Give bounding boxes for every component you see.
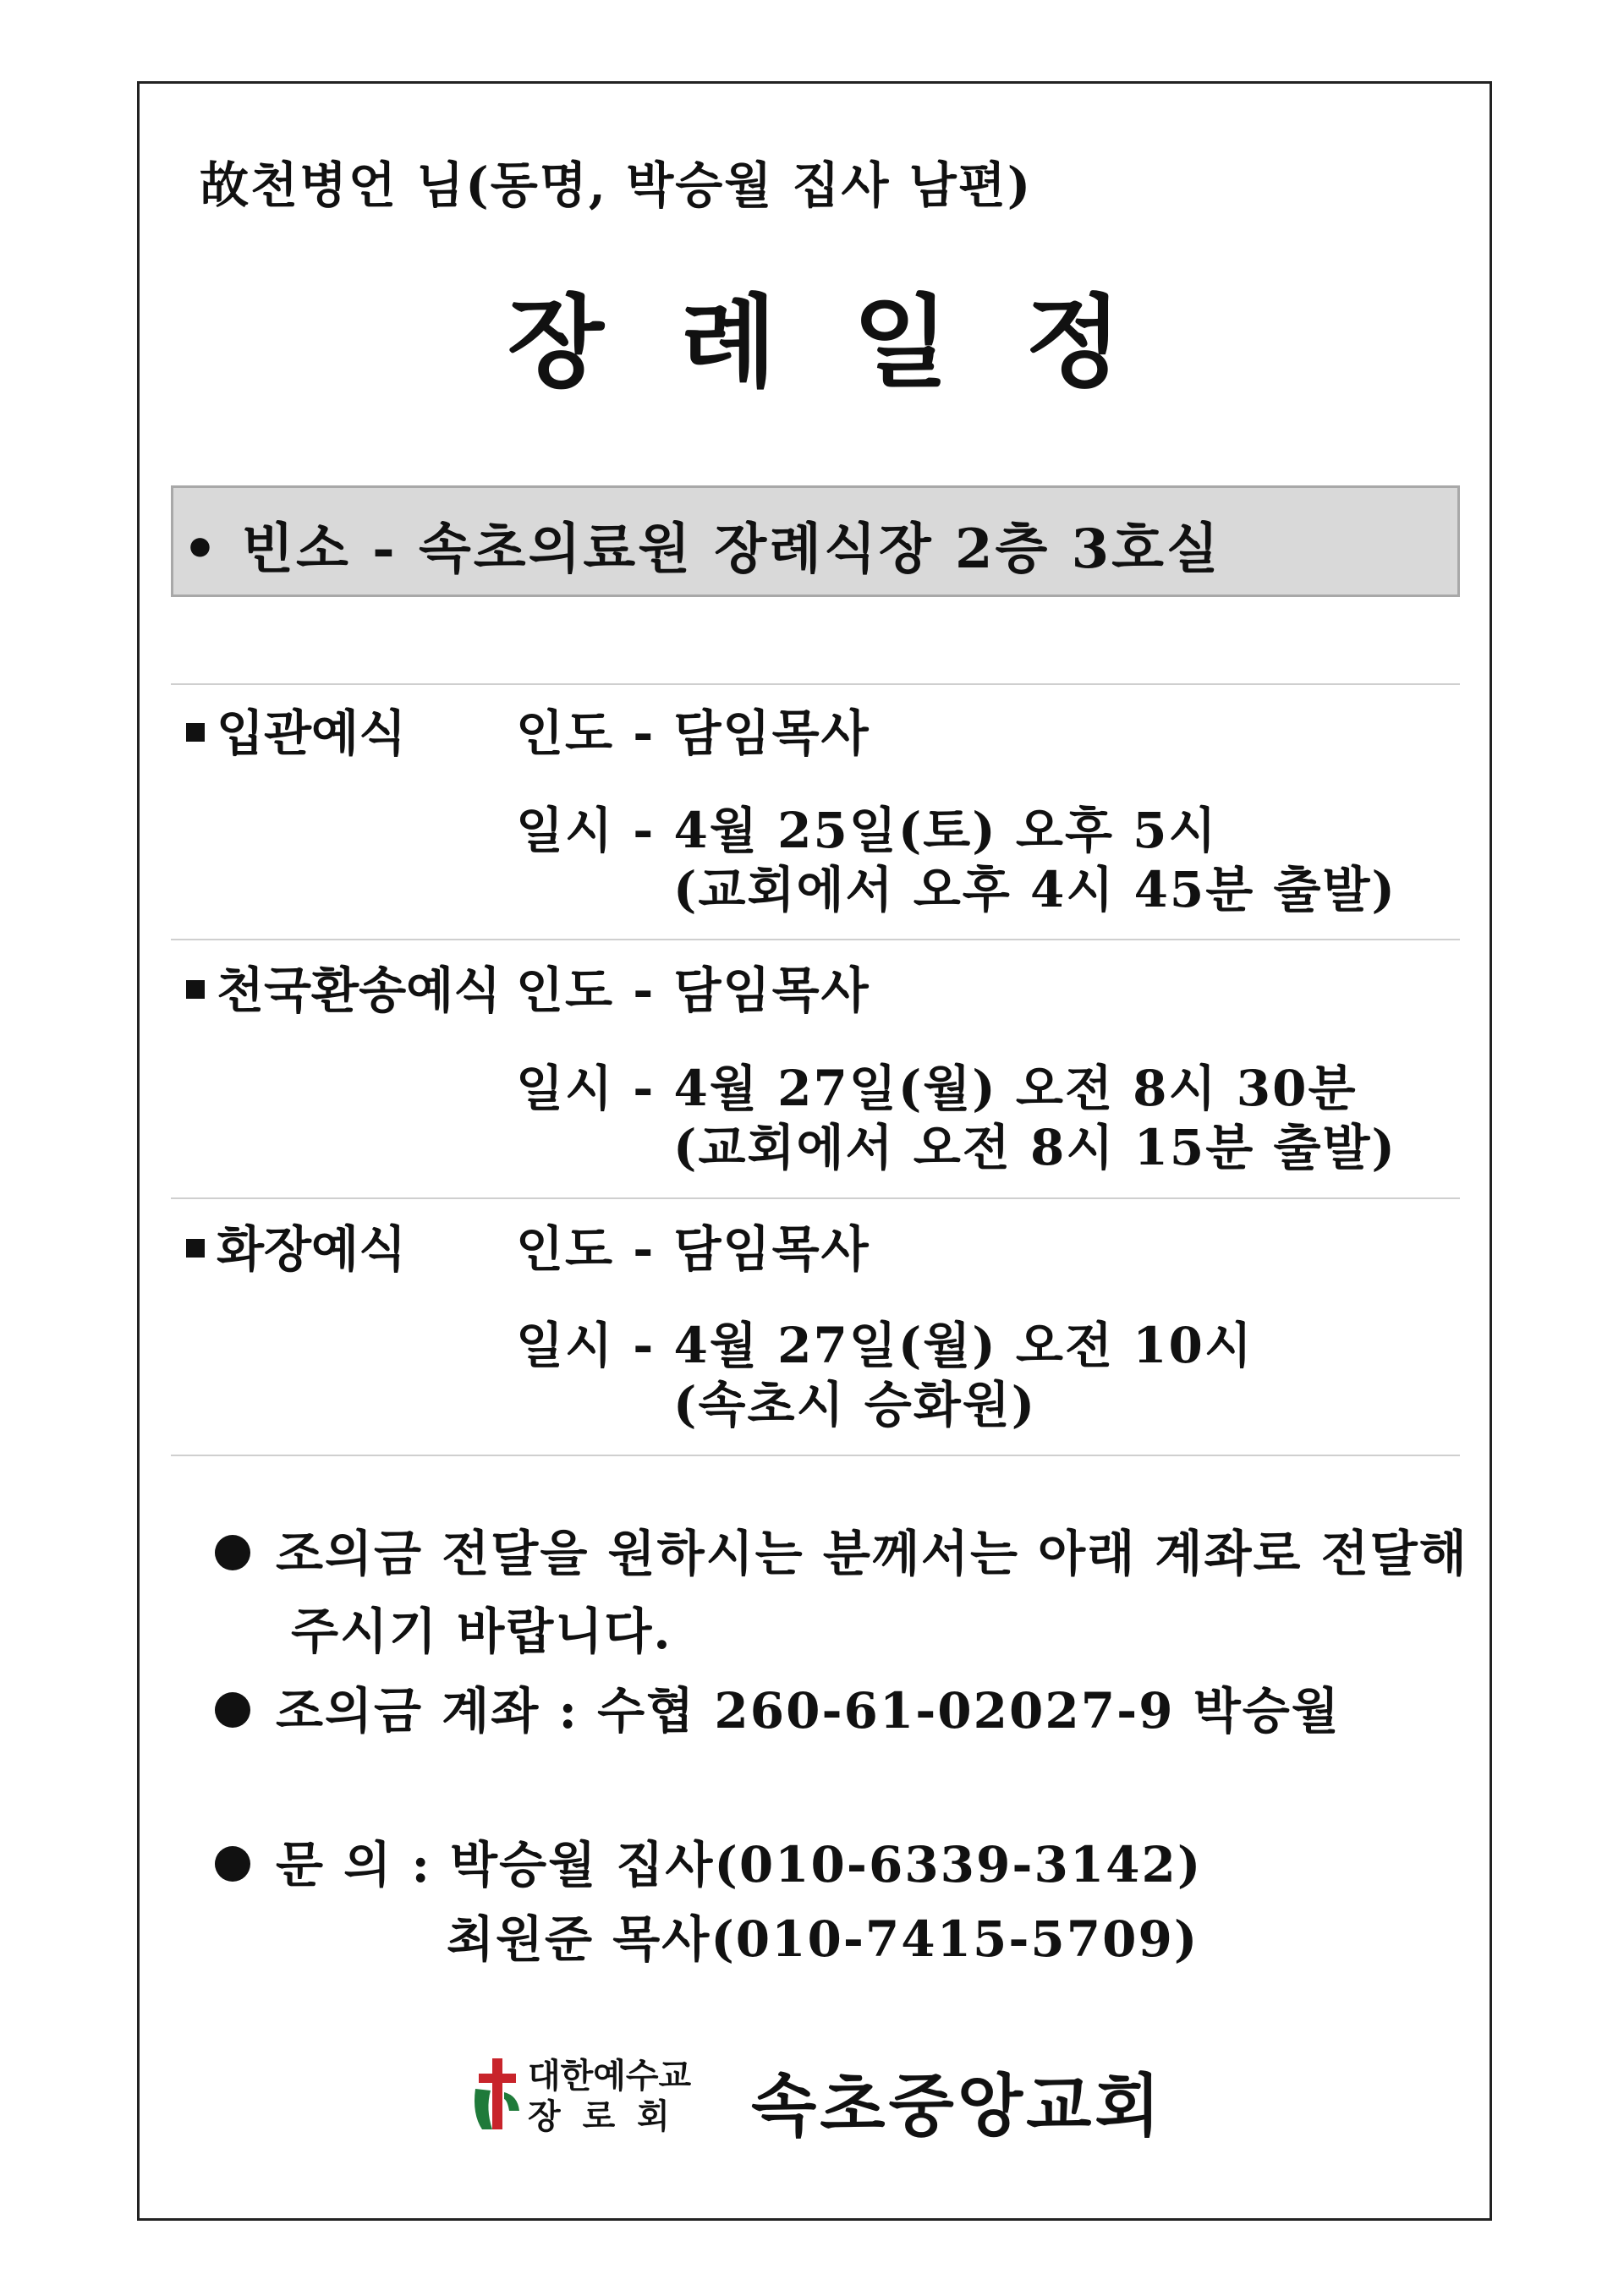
section-label-cheonguk: 천국환송예식 <box>186 951 501 1022</box>
section-label-hwajang: 화장예식 <box>186 1209 406 1280</box>
circle-bullet-icon <box>215 1535 250 1570</box>
denomination-line1: 대한예수교 <box>528 2056 692 2096</box>
divider <box>171 939 1460 940</box>
venue-text: • 빈소 - 속초의료원 장례식장 2층 3호실 <box>183 518 1221 581</box>
section-note: (교회에서 오후 4시 45분 출발) <box>673 861 1397 918</box>
section-leader: 인도 - 담임목사 <box>516 704 870 762</box>
divider <box>171 683 1460 685</box>
divider <box>171 1455 1460 1456</box>
section-datetime: 일시 - 4월 27일(월) 오전 10시 <box>516 1317 1254 1374</box>
deceased-subtitle: 故천병언 님(동명, 박승월 집사 남편) <box>200 156 1033 214</box>
circle-bullet-icon <box>215 1846 250 1882</box>
contact-info: 문 의 : 박승월 집사(010-6339-3142) <box>215 1825 1202 1896</box>
denomination-line2: 장 로 회 <box>528 2096 675 2136</box>
section-note: (속초시 승화원) <box>673 1376 1037 1433</box>
condolence-notice-cont: 주시기 바랍니다. <box>291 1603 672 1660</box>
account-info: 조의금 계좌 : 수협 260-61-02027-9 박승월 <box>215 1671 1341 1742</box>
section-datetime: 일시 - 4월 27일(월) 오전 8시 30분 <box>516 1060 1358 1117</box>
divider <box>171 1197 1460 1199</box>
contact-info-cont: 최원준 목사(010-7415-5709) <box>447 1910 1199 1968</box>
square-bullet-icon <box>186 980 205 999</box>
section-datetime: 일시 - 4월 25일(토) 오후 5시 <box>516 802 1218 859</box>
condolence-notice: 조의금 전달을 원하시는 분께서는 아래 계좌로 전달해 <box>215 1514 1468 1585</box>
square-bullet-icon <box>186 723 205 742</box>
section-leader: 인도 - 담임목사 <box>516 962 870 1019</box>
section-leader: 인도 - 담임목사 <box>516 1220 870 1278</box>
section-note: (교회에서 오전 8시 15분 출발) <box>673 1119 1397 1176</box>
page-title: 장례일정 <box>508 283 1198 401</box>
church-logo-icon <box>470 2055 524 2131</box>
square-bullet-icon <box>186 1239 205 1258</box>
circle-bullet-icon <box>215 1692 250 1728</box>
church-name: 속초중앙교회 <box>751 2066 1164 2145</box>
section-label-ipgwan: 입관예식 <box>186 693 406 764</box>
